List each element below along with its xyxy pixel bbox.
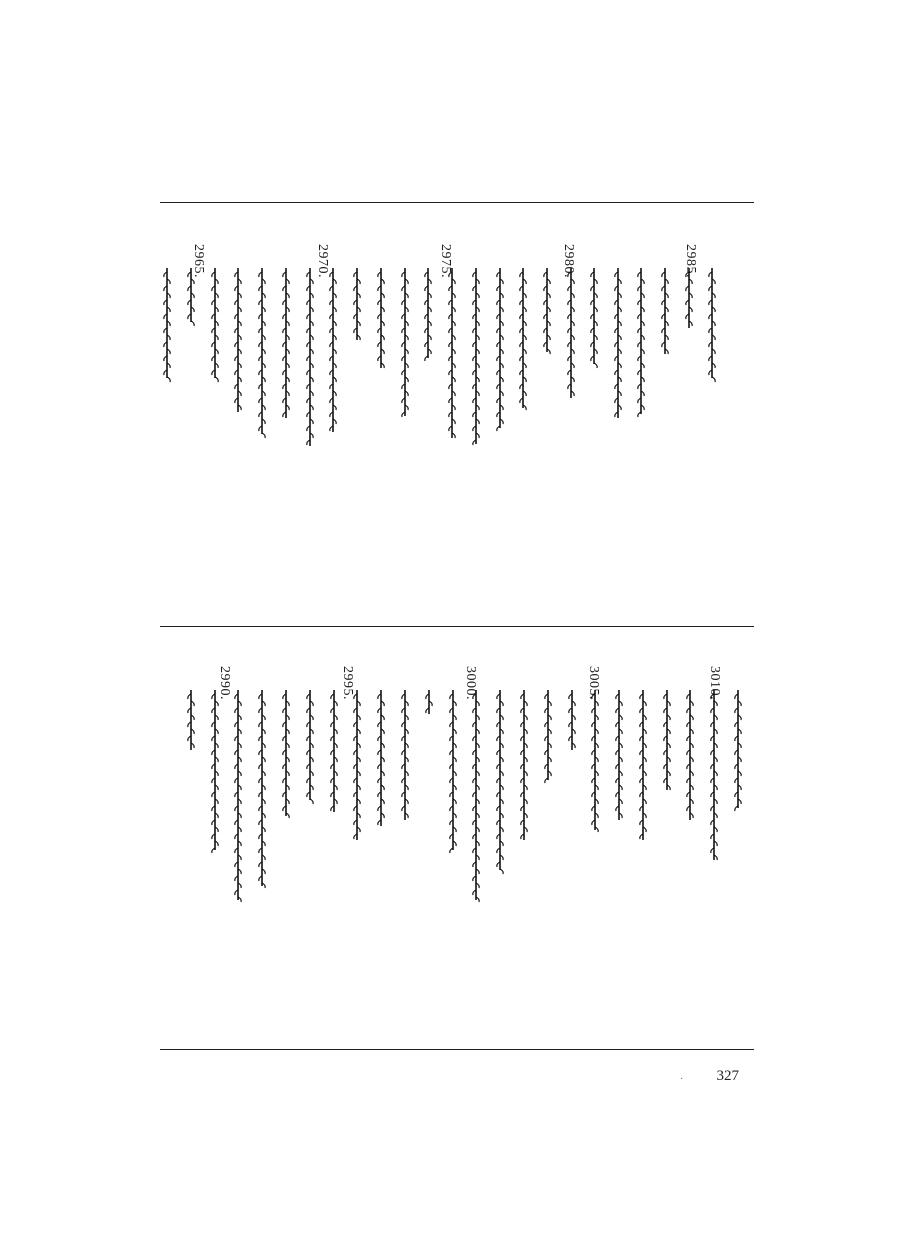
verse-line [587,268,601,374]
verse-line [208,690,222,860]
verse-line [184,690,198,760]
line-number: 3005. [586,666,601,700]
verse-line [279,690,293,826]
verse-line [682,268,696,338]
verse-line [540,268,554,362]
verse-line [541,690,555,790]
line-number: 2990. [217,666,232,700]
verse-line [588,690,602,840]
verse-line [398,268,412,426]
verse-line [493,690,507,880]
verse-line [731,690,745,818]
verse-line [683,690,697,830]
verse-line [705,268,719,388]
verse-line [184,268,198,332]
top-rule [160,202,754,203]
verse-line [350,690,364,850]
page-number: 327 [716,1068,739,1084]
verse-line [255,268,269,444]
line-number: 3000. [463,666,478,700]
verse-line [303,268,317,456]
line-number: 2980. [561,244,576,278]
verse-line [398,690,412,830]
verse-line [327,690,341,822]
verse-line [493,268,507,438]
verse-line [231,268,245,422]
verse-line [208,268,222,388]
verse-line [611,268,625,428]
verse-line [636,690,650,850]
middle-rule [160,626,754,627]
line-number: 3010. [707,666,722,700]
verse-line [160,268,174,388]
verse-line [421,268,435,368]
verse-line [564,268,578,408]
verse-line [469,690,483,910]
verse-line [660,690,674,800]
verse-line [255,690,269,896]
verse-line [445,268,459,448]
verse-line [374,268,388,378]
verse-line [303,690,317,810]
bottom-rule [160,1049,754,1050]
page-dot: · [680,1074,684,1085]
verse-line [658,268,672,364]
verse-line [612,690,626,830]
verse-line [422,690,436,724]
line-number: 2965. [191,244,206,278]
verse-line [565,690,579,760]
line-number: 2985. [683,244,698,278]
verse-line [231,690,245,910]
verse-line [516,268,530,418]
verse-line [350,268,364,350]
verse-line [469,268,483,454]
verse-line [446,690,460,860]
verse-line [326,268,340,442]
verse-line [707,690,721,870]
line-number: 2970. [315,244,330,278]
verse-line [634,268,648,424]
verse-line [374,690,388,836]
line-number: 2995. [340,666,355,700]
verse-line [279,268,293,428]
verse-line [517,690,531,850]
line-number: 2975. [438,244,453,278]
